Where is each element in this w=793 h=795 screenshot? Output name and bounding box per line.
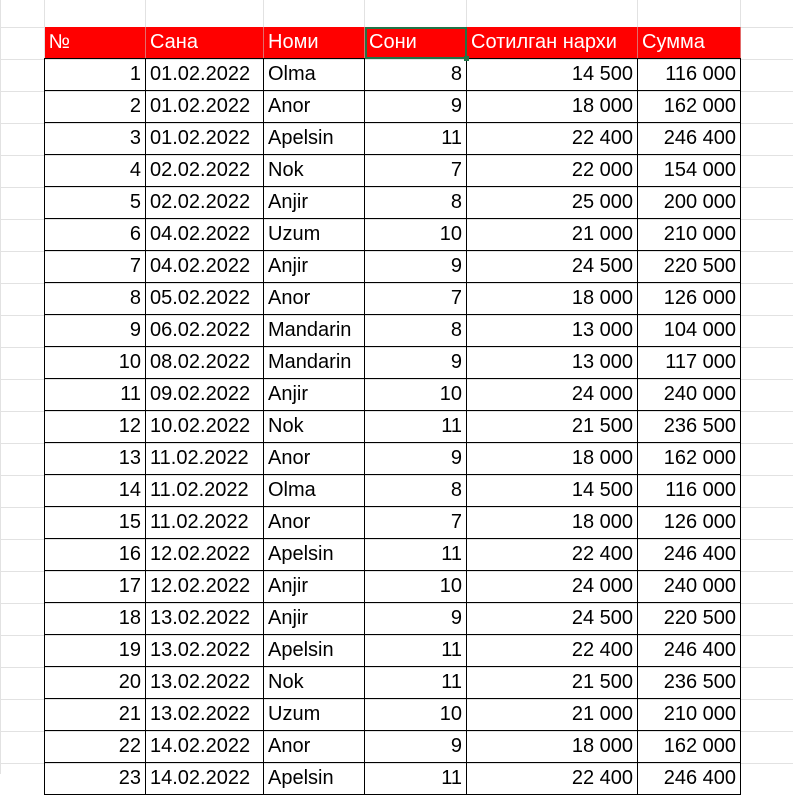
cell-quantity[interactable]: 11: [365, 667, 467, 699]
cell-price[interactable]: 22 400: [467, 763, 638, 795]
cell-date[interactable]: 09.02.2022: [146, 379, 264, 411]
cell-quantity[interactable]: 8: [365, 187, 467, 219]
cell-name[interactable]: Anor: [264, 91, 365, 123]
cell-price[interactable]: 21 500: [467, 667, 638, 699]
cell-name[interactable]: Apelsin: [264, 123, 365, 155]
table-row: [45, 283, 741, 315]
cell-quantity[interactable]: 8: [365, 315, 467, 347]
cell-number[interactable]: 12: [45, 411, 146, 443]
cell-number[interactable]: 21: [45, 699, 146, 731]
cell-date[interactable]: 11.02.2022: [146, 507, 264, 539]
cell-quantity[interactable]: 10: [365, 699, 467, 731]
cell-quantity[interactable]: 7: [365, 155, 467, 187]
cell-name[interactable]: Olma: [264, 59, 365, 91]
cell-price[interactable]: 14 500: [467, 59, 638, 91]
cell-number[interactable]: 18: [45, 603, 146, 635]
cell-number[interactable]: 9: [45, 315, 146, 347]
cell-sum[interactable]: 116 000: [638, 59, 741, 91]
cell-number[interactable]: 13: [45, 443, 146, 475]
cell-number[interactable]: 8: [45, 283, 146, 315]
cell-quantity[interactable]: 9: [365, 347, 467, 379]
cell-name[interactable]: Anjir: [264, 571, 365, 603]
cell-quantity[interactable]: 9: [365, 731, 467, 763]
table-row: [45, 443, 741, 475]
cell-sum[interactable]: 126 000: [638, 507, 741, 539]
cell-price[interactable]: 13 000: [467, 315, 638, 347]
cell-number[interactable]: 11: [45, 379, 146, 411]
cell-quantity[interactable]: 11: [365, 635, 467, 667]
cell-sum[interactable]: 246 400: [638, 123, 741, 155]
table-row: [45, 635, 741, 667]
header-cell-price[interactable]: Сотилган нархи: [467, 27, 638, 59]
cell-number[interactable]: 3: [45, 123, 146, 155]
cell-name[interactable]: Anor: [264, 731, 365, 763]
cell-name[interactable]: Mandarin: [264, 347, 365, 379]
cell-sum[interactable]: 236 500: [638, 411, 741, 443]
table-row: [45, 347, 741, 379]
header-cell-number[interactable]: №: [45, 27, 146, 59]
cell-date[interactable]: 13.02.2022: [146, 635, 264, 667]
cell-price[interactable]: 18 000: [467, 283, 638, 315]
cell-number[interactable]: 23: [45, 763, 146, 795]
cell-name[interactable]: Nok: [264, 667, 365, 699]
header-cell-name[interactable]: Номи: [264, 27, 365, 59]
cell-quantity[interactable]: 11: [365, 763, 467, 795]
cell-date[interactable]: 11.02.2022: [146, 443, 264, 475]
cell-number[interactable]: 22: [45, 731, 146, 763]
cell-name[interactable]: Apelsin: [264, 539, 365, 571]
cell-name[interactable]: Anor: [264, 507, 365, 539]
cell-price[interactable]: 25 000: [467, 187, 638, 219]
cell-sum[interactable]: 104 000: [638, 315, 741, 347]
cell-quantity[interactable]: 7: [365, 507, 467, 539]
cell-quantity[interactable]: 7: [365, 283, 467, 315]
cell-price[interactable]: 18 000: [467, 507, 638, 539]
cell-date[interactable]: 10.02.2022: [146, 411, 264, 443]
table-row: [45, 571, 741, 603]
cell-quantity[interactable]: 10: [365, 379, 467, 411]
table-row: [45, 219, 741, 251]
cell-date[interactable]: 01.02.2022: [146, 59, 264, 91]
cell-name[interactable]: Mandarin: [264, 315, 365, 347]
cell-number[interactable]: 4: [45, 155, 146, 187]
cell-date[interactable]: 13.02.2022: [146, 667, 264, 699]
cell-date[interactable]: 13.02.2022: [146, 699, 264, 731]
cell-date[interactable]: 13.02.2022: [146, 603, 264, 635]
cell-price[interactable]: 21 500: [467, 411, 638, 443]
header-row: [45, 27, 741, 59]
cell-name[interactable]: Uzum: [264, 219, 365, 251]
cell-sum[interactable]: 162 000: [638, 91, 741, 123]
cell-quantity[interactable]: 8: [365, 59, 467, 91]
cell-date[interactable]: 04.02.2022: [146, 219, 264, 251]
cell-name[interactable]: Anjir: [264, 603, 365, 635]
cell-price[interactable]: 24 000: [467, 571, 638, 603]
table-row: [45, 155, 741, 187]
cell-quantity[interactable]: 9: [365, 91, 467, 123]
cell-number[interactable]: 10: [45, 347, 146, 379]
cell-sum[interactable]: 246 400: [638, 635, 741, 667]
cell-price[interactable]: 24 000: [467, 379, 638, 411]
cell-price[interactable]: 22 000: [467, 155, 638, 187]
table-row: [45, 507, 741, 539]
cell-sum[interactable]: 246 400: [638, 763, 741, 795]
cell-name[interactable]: Anjir: [264, 187, 365, 219]
cell-name[interactable]: Anjir: [264, 379, 365, 411]
table-row: [45, 475, 741, 507]
header-cell-date[interactable]: Сана: [146, 27, 264, 59]
cell-date[interactable]: 06.02.2022: [146, 315, 264, 347]
cell-sum[interactable]: 210 000: [638, 699, 741, 731]
cell-name[interactable]: Nok: [264, 411, 365, 443]
cell-number[interactable]: 17: [45, 571, 146, 603]
cell-number[interactable]: 15: [45, 507, 146, 539]
cell-quantity[interactable]: 8: [365, 475, 467, 507]
table-row: [45, 699, 741, 731]
cell-name[interactable]: Uzum: [264, 699, 365, 731]
cell-quantity[interactable]: 11: [365, 411, 467, 443]
cell-sum[interactable]: 117 000: [638, 347, 741, 379]
cell-sum[interactable]: 162 000: [638, 443, 741, 475]
cell-sum[interactable]: 236 500: [638, 667, 741, 699]
cell-number[interactable]: 1: [45, 59, 146, 91]
table-row: [45, 59, 741, 91]
cell-number[interactable]: 19: [45, 635, 146, 667]
cell-number[interactable]: 16: [45, 539, 146, 571]
fill-handle[interactable]: [464, 56, 469, 61]
header-cell-sum[interactable]: Сумма: [638, 27, 741, 59]
cell-sum[interactable]: 210 000: [638, 219, 741, 251]
table-row: [45, 539, 741, 571]
cell-name[interactable]: Olma: [264, 475, 365, 507]
cell-price[interactable]: 14 500: [467, 475, 638, 507]
cell-quantity[interactable]: 9: [365, 251, 467, 283]
table-row: [45, 251, 741, 283]
cell-number[interactable]: 2: [45, 91, 146, 123]
cell-quantity[interactable]: 9: [365, 603, 467, 635]
table-row: [45, 91, 741, 123]
cell-price[interactable]: 18 000: [467, 91, 638, 123]
cell-sum[interactable]: 240 000: [638, 379, 741, 411]
cell-date[interactable]: 12.02.2022: [146, 571, 264, 603]
cell-price[interactable]: 21 000: [467, 219, 638, 251]
cell-price[interactable]: 18 000: [467, 731, 638, 763]
cell-quantity[interactable]: 11: [365, 123, 467, 155]
cell-quantity[interactable]: 10: [365, 571, 467, 603]
cell-date[interactable]: 05.02.2022: [146, 283, 264, 315]
cell-price[interactable]: 22 400: [467, 539, 638, 571]
cell-price[interactable]: 24 500: [467, 251, 638, 283]
cell-date[interactable]: 14.02.2022: [146, 763, 264, 795]
cell-quantity[interactable]: 9: [365, 443, 467, 475]
cell-date[interactable]: 02.02.2022: [146, 155, 264, 187]
cell-number[interactable]: 14: [45, 475, 146, 507]
cell-quantity[interactable]: 11: [365, 539, 467, 571]
cell-sum[interactable]: 162 000: [638, 731, 741, 763]
cell-name[interactable]: Apelsin: [264, 763, 365, 795]
table-row: [45, 411, 741, 443]
cell-sum[interactable]: 126 000: [638, 283, 741, 315]
cell-sum[interactable]: 220 500: [638, 251, 741, 283]
cell-name[interactable]: Anjir: [264, 251, 365, 283]
cell-number[interactable]: 5: [45, 187, 146, 219]
cell-date[interactable]: 12.02.2022: [146, 539, 264, 571]
table-row: [45, 379, 741, 411]
table-row: [45, 315, 741, 347]
cell-date[interactable]: 01.02.2022: [146, 91, 264, 123]
cell-number[interactable]: 7: [45, 251, 146, 283]
cell-price[interactable]: 13 000: [467, 347, 638, 379]
cell-quantity[interactable]: 10: [365, 219, 467, 251]
table-row: [45, 731, 741, 763]
cell-price[interactable]: 18 000: [467, 443, 638, 475]
table-row: [45, 187, 741, 219]
sales-table: [44, 27, 741, 795]
cell-price[interactable]: 22 400: [467, 635, 638, 667]
cell-price[interactable]: 22 400: [467, 123, 638, 155]
cell-number[interactable]: 6: [45, 219, 146, 251]
cell-name[interactable]: Anor: [264, 283, 365, 315]
cell-sum[interactable]: 246 400: [638, 539, 741, 571]
cell-date[interactable]: 02.02.2022: [146, 187, 264, 219]
cell-sum[interactable]: 220 500: [638, 603, 741, 635]
cell-name[interactable]: Apelsin: [264, 635, 365, 667]
cell-sum[interactable]: 200 000: [638, 187, 741, 219]
cell-date[interactable]: 08.02.2022: [146, 347, 264, 379]
cell-name[interactable]: Anor: [264, 443, 365, 475]
cell-sum[interactable]: 116 000: [638, 475, 741, 507]
table-row: [45, 123, 741, 155]
cell-date[interactable]: 11.02.2022: [146, 475, 264, 507]
cell-number[interactable]: 20: [45, 667, 146, 699]
cell-price[interactable]: 21 000: [467, 699, 638, 731]
table-row: [45, 667, 741, 699]
cell-name[interactable]: Nok: [264, 155, 365, 187]
header-cell-quantity[interactable]: Сони: [365, 27, 467, 59]
cell-price[interactable]: 24 500: [467, 603, 638, 635]
cell-sum[interactable]: 154 000: [638, 155, 741, 187]
table-row: [45, 763, 741, 795]
cell-sum[interactable]: 240 000: [638, 571, 741, 603]
cell-date[interactable]: 14.02.2022: [146, 731, 264, 763]
cell-date[interactable]: 01.02.2022: [146, 123, 264, 155]
cell-date[interactable]: 04.02.2022: [146, 251, 264, 283]
table-row: [45, 603, 741, 635]
